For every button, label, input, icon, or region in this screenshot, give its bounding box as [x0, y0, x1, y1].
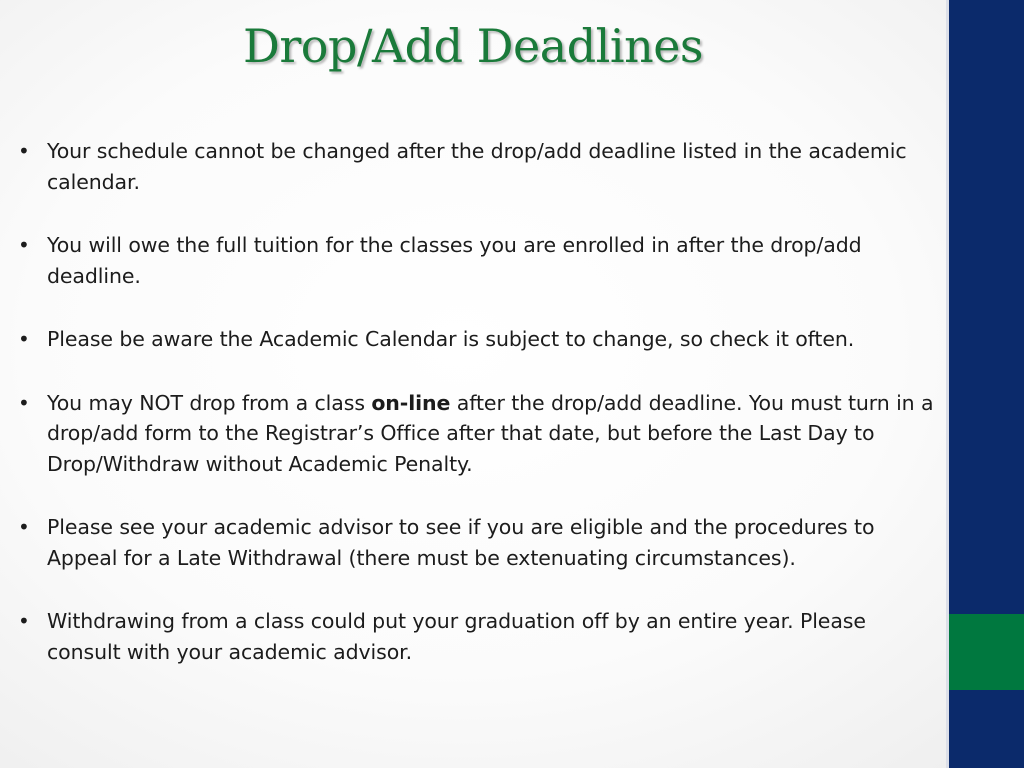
bullet-text: Your schedule cannot be changed after the drop/add deadline listed in the academic calendar.	[47, 139, 907, 194]
side-accent-block	[949, 614, 1024, 690]
bullet-item-1	[18, 136, 942, 197]
bullet-item-4	[18, 388, 942, 480]
bullet-text: Please be aware the Academic Calendar is subject to change, so check it often.	[47, 327, 855, 351]
bullet-text-before: You may NOT drop from a class	[47, 390, 372, 415]
bullet-icon: •	[18, 139, 30, 163]
bullet-icon: •	[18, 390, 30, 415]
bullet-list	[18, 136, 942, 667]
bullet-icon: •	[18, 233, 30, 257]
bullet-item-6	[18, 606, 942, 667]
bullet-text: Please see your academic advisor to see if you are eligible and the procedures to Appeal for a Late Withdrawal (there must be extenuating circumstances).	[47, 515, 875, 570]
bullet-item-2	[18, 230, 942, 291]
slide-title: Drop/Add Deadlines	[242, 19, 704, 73]
bullet-item-3	[18, 324, 942, 355]
bullet-item-5	[18, 512, 942, 573]
bullet-icon: •	[18, 327, 30, 351]
bullet-text: Withdrawing from a class could put your graduation off by an entire year. Please consult with your academic advisor.	[47, 609, 866, 664]
bullet-icon: •	[18, 515, 30, 539]
bullet-text-bold: on-line	[371, 390, 451, 415]
bullet-icon: •	[18, 609, 30, 633]
bullet-text: You will owe the full tuition for the classes you are enrolled in after the drop/add deadline.	[47, 233, 862, 288]
bullet-text-after: after the drop/add deadline. You must turn in a drop/add form to the Registrar’s Office after that date, but before the Last Day to Drop/Withdraw without Academic Penalty.	[47, 390, 934, 476]
